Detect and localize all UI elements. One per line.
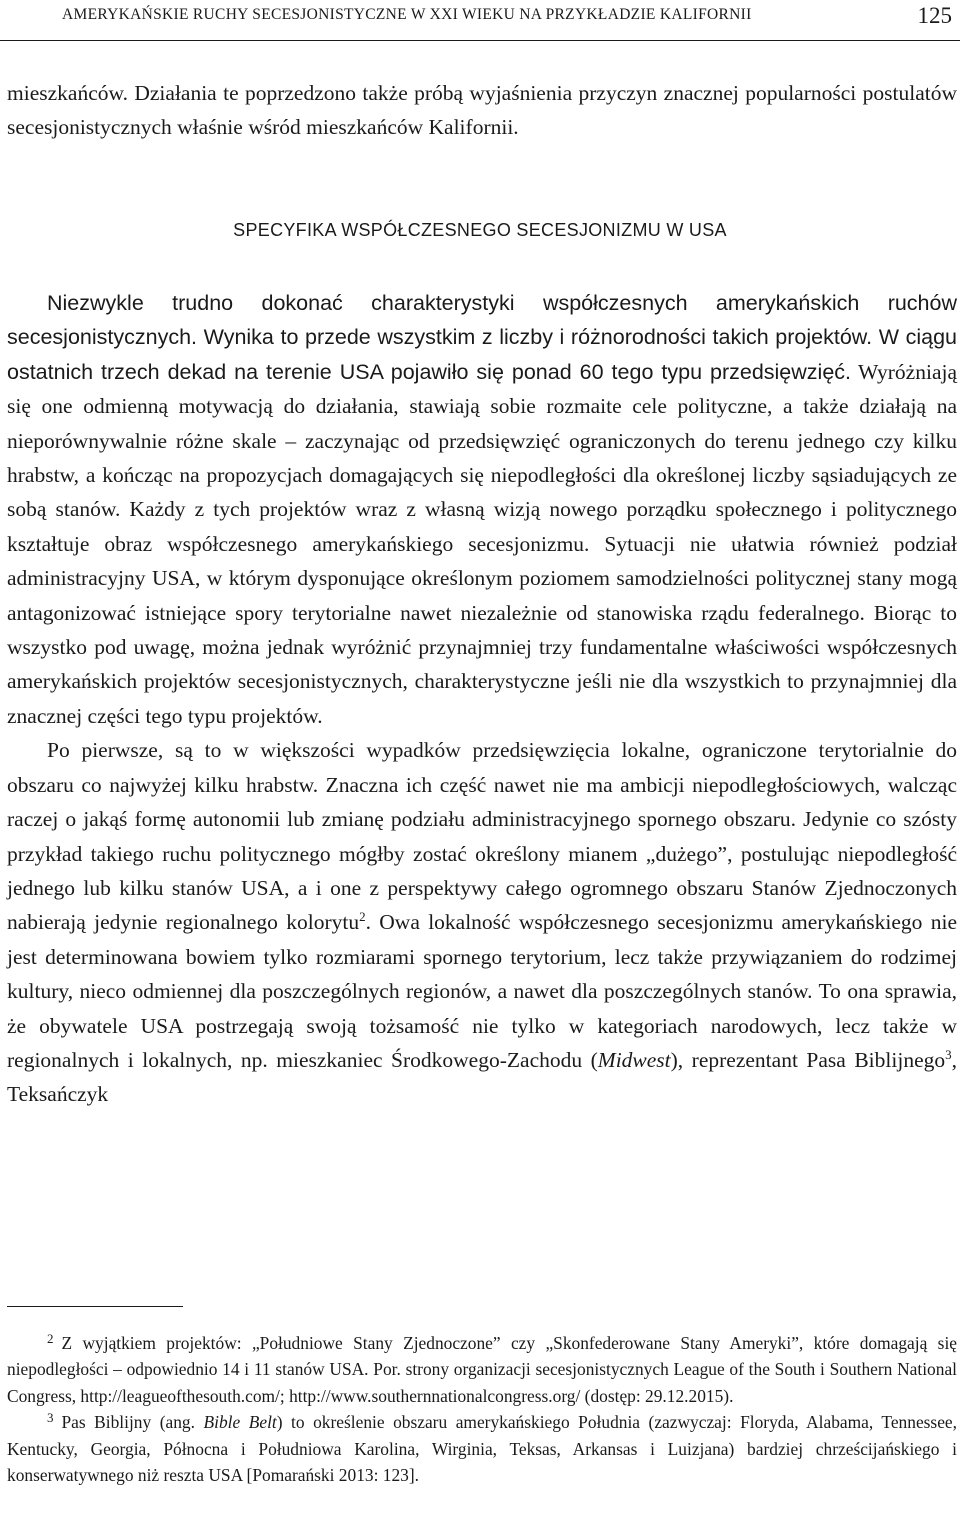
footnote-italic: Bible Belt — [203, 1412, 277, 1433]
footnote-number: 3 — [47, 1410, 54, 1426]
footnote-rule — [7, 1306, 183, 1307]
footnote-text-cont: ) to określenie obszaru amerykańskiego Południa (zazwyczaj: Floryda, Alabama, Tennessee, Kentucky, Georgia, Północna i Południowa Karolina, Wirginia, Teksas, Arkansas i Luizjana) bardziej chrześcijańskiego i konserwatywnego niż reszta USA [Pomarański 2013: 123]. — [7, 1412, 957, 1486]
running-header — [0, 0, 960, 44]
footnotes — [7, 1330, 957, 1488]
paragraph-1-rest: Wyróżniają się one odmienną motywacją do działania, stawiają sobie rozmaite cele polityczne, a także działają na nieporównywalnie różne skale – zaczynając od przedsięwzięć ograniczonych do terenu jednego czy kilku hrabstw, a kończąc na propozycjach domagających się niepodległości dla określonej liczby sąsiadujących ze sobą stanów. Każdy z tych projektów wraz z własną wizją nowego porządku społecznego i politycznego kształtuje obraz współczesnego amerykańskiego secesjonizmu. Sytuacji nie ułatwia również podział administracyjny USA, w którym dysponujące określonym poziomem samodzielności politycznej stany mogą antagonizować istniejące spory terytorialne nawet niezależnie od stanowiska rządu federalnego. Biorąc to wszystko pod uwagę, można jednak wyróżnić przynajmniej trzy fundamentalne właściwości współczesnych amerykańskich projektów secesjonistycznych, charakterystyczne jeśli nie dla wszystkich to przynajmniej dla znacznej części tego typu projektów. — [7, 359, 957, 728]
section-paragraph-2 — [7, 733, 957, 1111]
intro-paragraph: mieszkańców. Działania te poprzedzono także próbą wyjaśnienia przyczyn znacznej popularności postulatów secesjonistycznych właśnie wśród mieszkańców Kalifornii. — [7, 81, 957, 140]
section-heading: SPECYFIKA WSPÓŁCZESNEGO SECESJONIZMU W USA — [233, 220, 727, 240]
page-number: 125 — [917, 3, 952, 28]
paragraph-2-part-a: Po pierwsze, są to w większości wypadków przedsięwzięcia lokalne, ograniczone terytorialnie do obszaru co najwyżej kilku hrabstw. Znaczna ich część nawet nie ma ambicji niepodległościowych, walcząc raczej o jakąś formę autonomii lub zmianę podziału administracyjnego spornego obszaru. Jedynie co szósty przykład takiego ruchu politycznego mógłby zostać określony mianem „dużego”, postulując niepodległość jednego lub kilku stanów USA, a i one z perspektywy całego ogromnego obszaru Stanów Zjednoczonych nabierają jedynie regionalnego kolorytu — [7, 738, 957, 935]
section-paragraph-1 — [7, 286, 957, 733]
paragraph-2-italic: Midwest — [597, 1047, 671, 1072]
section-body — [7, 286, 957, 1112]
paragraph-2-part-b: . Owa lokalność współczesnego secesjonizmu amerykańskiego nie jest determinowana bowiem tylko rozmiarami spornego terytorium, lecz także przywiązaniem do rodzimej kultury, nieco odmiennej dla poszczególnych regionów, a nawet dla poszczególnych stanów. To ona sprawia, że obywatele USA postrzegają swoją tożsamość nie tylko w kategoriach narodowych, lecz także w regionalnych i lokalnych, np. mieszkaniec Środkowego-Zachodu ( — [7, 910, 957, 1072]
footnote-2 — [7, 1330, 957, 1409]
footnote-ref-2[interactable]: 2 — [359, 909, 366, 925]
footnote-text: Pas Biblijny (ang. — [61, 1412, 204, 1433]
paragraph-2-part-c: ), reprezentant Pasa Biblijnego — [670, 1047, 946, 1072]
running-title: AMERYKAŃSKIE RUCHY SECESJONISTYCZNE W XXI WIEKU NA PRZYKŁADZIE KALIFORNII — [62, 6, 752, 23]
footnote-number: 2 — [47, 1331, 54, 1346]
footnote-text: Z wyjątkiem projektów: „Południowe Stany Zjednoczone” czy „Skonfederowane Stany Ameryki”, które domagają się niepodległości – odpowiednio 14 i 11 stanów USA. Por. strony organizacji secesjonistycznych League of the South i Southern National Congress, http://leagueofthesouth.com/; http://www.southernnationalcongress.org/ (dostęp: 29.12.2015). — [7, 1333, 957, 1406]
footnote-3 — [7, 1409, 957, 1488]
paragraph-1-lead: Niezwykle trudno dokonać charakterystyki współczesnych amerykańskich ruchów secesjonistycznych. Wynika to przede wszystkim z liczby i różnorodności takich projektów. W ciągu ostatnich trzech dekad na terenie USA pojawiło się ponad 60 tego typu przedsięwzięć. — [7, 291, 957, 384]
intro-text — [7, 76, 957, 145]
header-rule — [0, 40, 960, 41]
footnote-ref-3[interactable]: 3 — [945, 1046, 952, 1062]
paragraph-2-part-d: , Teksańczyk — [7, 1047, 957, 1107]
